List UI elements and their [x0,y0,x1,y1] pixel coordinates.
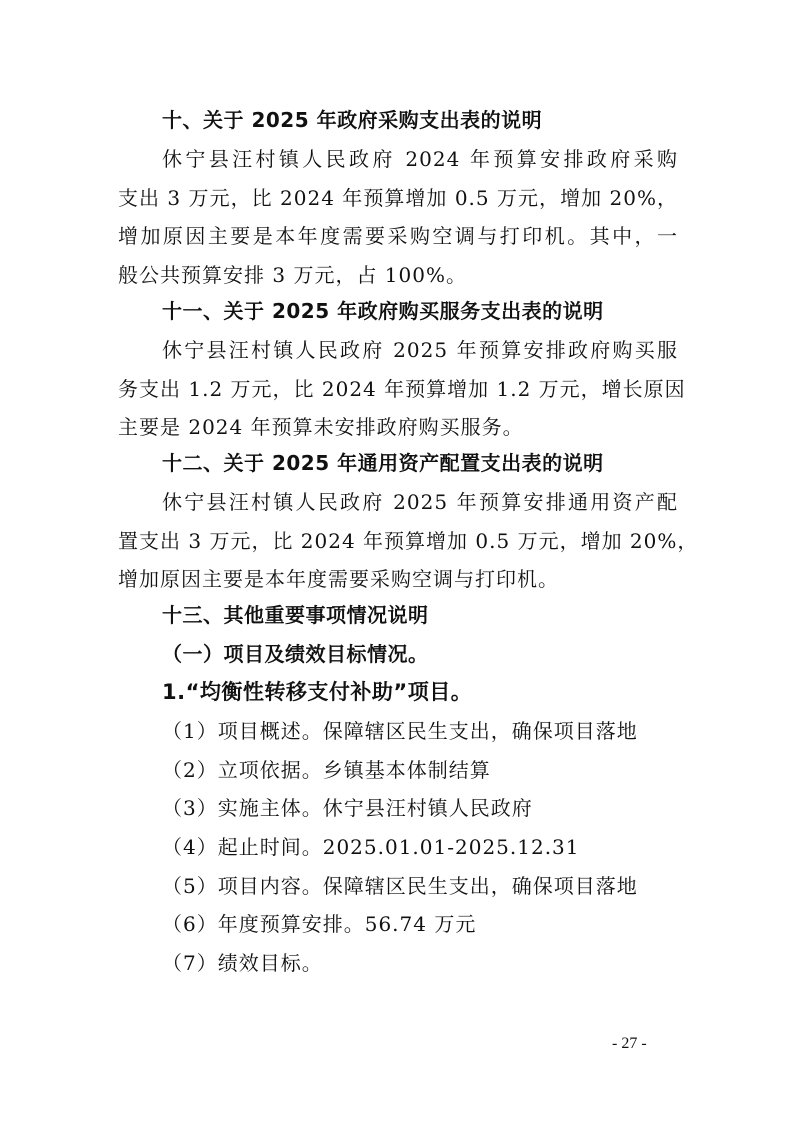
list-item: （4）起止时间。2025.01.01-2025.12.31 [162,835,580,859]
paragraph-line: 休宁县汪村镇人民政府 2024 年预算安排政府采购 [162,147,678,171]
paragraph-line: 休宁县汪村镇人民政府 2025 年预算安排通用资产配 [162,490,678,514]
paragraph-line: 务支出 1.2 万元，比 2024 年预算增加 1.2 万元，增长原因 [118,377,686,401]
list-item: （2）立项依据。乡镇基本体制结算 [162,758,491,782]
project-title: 1.“均衡性转移支付补助”项目。 [162,680,473,704]
list-item: （3）实施主体。休宁县汪村镇人民政府 [162,796,533,820]
sub-heading: （一）项目及绩效目标情况。 [162,642,429,666]
section-heading-12: 十二、关于 2025 年通用资产配置支出表的说明 [162,451,604,475]
list-item: （5）项目内容。保障辖区民生支出，确保项目落地 [162,874,638,898]
paragraph-line: 支出 3 万元，比 2024 年预算增加 0.5 万元，增加 20%， [118,186,678,210]
section-heading-13: 十三、其他重要事项情况说明 [162,603,429,627]
paragraph-line: 增加原因主要是本年度需要采购空调与打印机。 [118,567,559,591]
list-item: （7）绩效目标。 [162,951,323,975]
paragraph-line: 主要是 2024 年预算未安排政府购买服务。 [118,415,524,439]
list-item: （1）项目概述。保障辖区民生支出，确保项目落地 [162,719,638,743]
paragraph-line: 增加原因主要是本年度需要采购空调与打印机。其中，一 [118,224,678,248]
section-heading-10: 十、关于 2025 年政府采购支出表的说明 [162,108,543,132]
section-heading-11: 十一、关于 2025 年政府购买服务支出表的说明 [162,299,604,323]
paragraph-line: 休宁县汪村镇人民政府 2025 年预算安排政府购买服 [162,338,678,362]
paragraph-line: 般公共预算安排 3 万元，占 100%。 [118,263,467,287]
page-number: - 27 - [612,1035,647,1052]
paragraph-line: 置支出 3 万元，比 2024 年预算增加 0.5 万元，增加 20%， [118,529,699,553]
list-item: （6）年度预算安排。56.74 万元 [162,912,477,936]
